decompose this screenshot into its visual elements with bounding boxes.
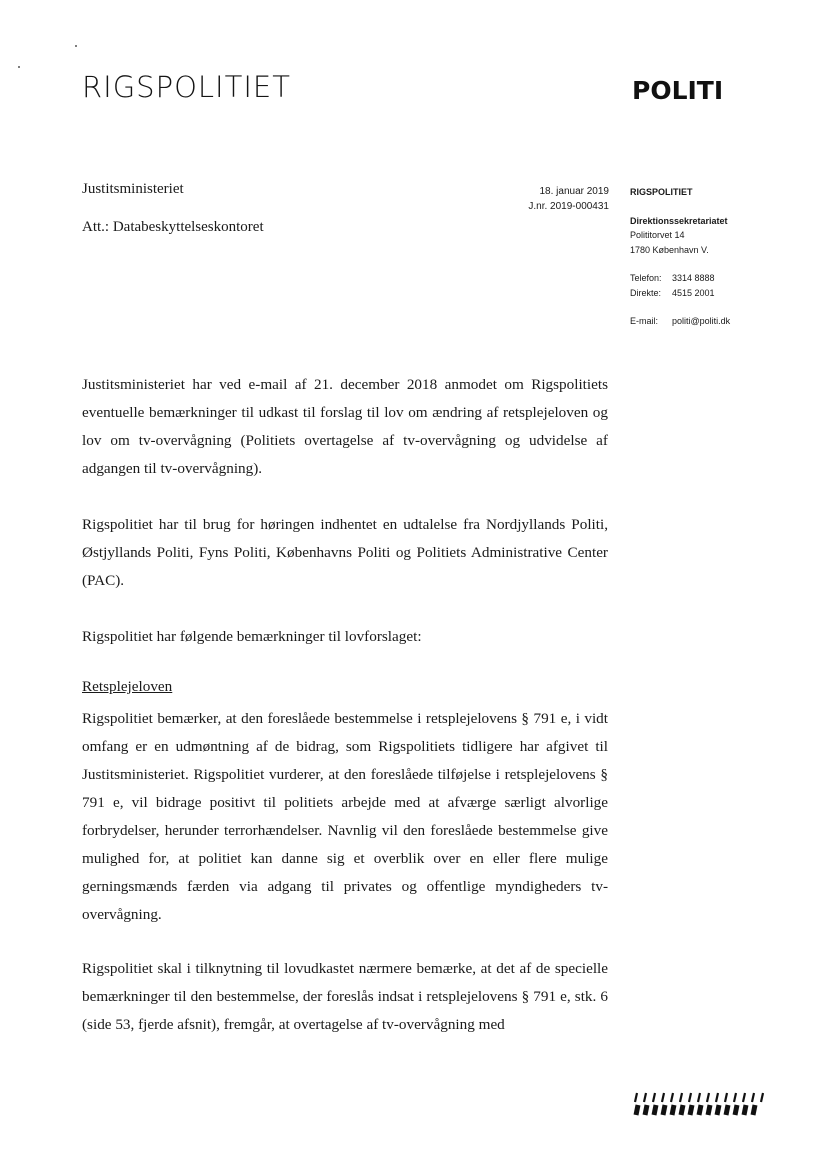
journal-number: J.nr. 2019-000431 xyxy=(528,201,609,212)
direct-label: Direkte: xyxy=(630,287,662,298)
scan-speck xyxy=(75,45,77,47)
sender-city: 1780 København V. xyxy=(630,244,709,255)
sender-phone-row xyxy=(630,271,730,286)
email-value: politi@politi.dk xyxy=(672,316,731,326)
sender-email-row xyxy=(630,314,730,329)
paragraph-remarks: Rigspolitiet bemærker, at den foreslåede bestemmelse i retsplejelovens § 791 e, i vidt omfang er en udmøntning af de bidrag, som Rigspolitiets tidligere har afgivet til Justitsministeriet. Rigspolitiet vurderer, at den foreslåede tilføjelse i retsplejelovens § 791 e, vil bidrage positivt til politiets arbejde med at afværge særligt alvorlige forbrydelser, herunder terrorhændelser. Navnlig vil den foreslåede bestemmelse give mulighed for, at politiet kan danne sig et overblik over en eller flere mulige gerningsmænds færden via adgang til privates og offentlige myndigheders tv-overvågning. xyxy=(82,710,608,923)
sender-department: Direktionssekretariatet xyxy=(630,215,728,226)
section-heading: Retsplejeloven xyxy=(82,678,173,695)
paragraph-intro-remarks: Rigspolitiet har følgende bemærkninger til lovforslaget: xyxy=(82,628,422,645)
direct-value: 4515 2001 xyxy=(672,287,715,298)
letter-date: 18. januar 2019 xyxy=(539,186,609,197)
sender-direct-row xyxy=(630,286,730,301)
sender-street: Polititorvet 14 xyxy=(630,230,685,240)
paragraph-specific-remarks: Rigspolitiet skal i tilknytning til lovudkastet nærmere bemærke, at det af de specielle bemærkninger til den bestemmelse, der foreslås indsat i retsplejelovens § 791 e, stk. 6 (side 53, fjerde afsnit), fremgår, at overtagelse af tv-overvågning med xyxy=(82,960,608,1033)
phone-value: 3314 8888 xyxy=(672,273,715,283)
paragraph-request: Justitsministeriet har ved e-mail af 21. december 2018 anmodet om Rigspolitiets eventuelle bemærkninger til udkast til forslag til lov om ændring af retsplejeloven og lov om tv-overvågning (Politiets overtagelse af tv-overvågning og udvidelse af adgangen til tv-overvågning). xyxy=(82,376,608,477)
politi-logo: POLITI xyxy=(632,76,724,105)
letter-meta xyxy=(528,184,609,214)
brand-title: RIGSPOLITIET xyxy=(82,70,291,104)
scan-speck xyxy=(18,66,20,68)
phone-label: Telefon: xyxy=(630,273,662,283)
email-label: E-mail: xyxy=(630,316,659,326)
recipient-name: Justitsministeriet xyxy=(82,181,184,197)
police-stripe-pattern xyxy=(632,1092,764,1116)
recipient-att: Att.: Databeskyttelseskontoret xyxy=(82,219,264,235)
sender-block xyxy=(630,185,730,329)
paragraph-consultation: Rigspolitiet har til brug for høringen indhentet en udtalelse fra Nordjyllands Politi, Østjyllands Politi, Fyns Politi, Københavns Politi og Politiets Administrative Center (PAC). xyxy=(82,516,608,589)
sender-org: RIGSPOLITIET xyxy=(630,187,693,197)
